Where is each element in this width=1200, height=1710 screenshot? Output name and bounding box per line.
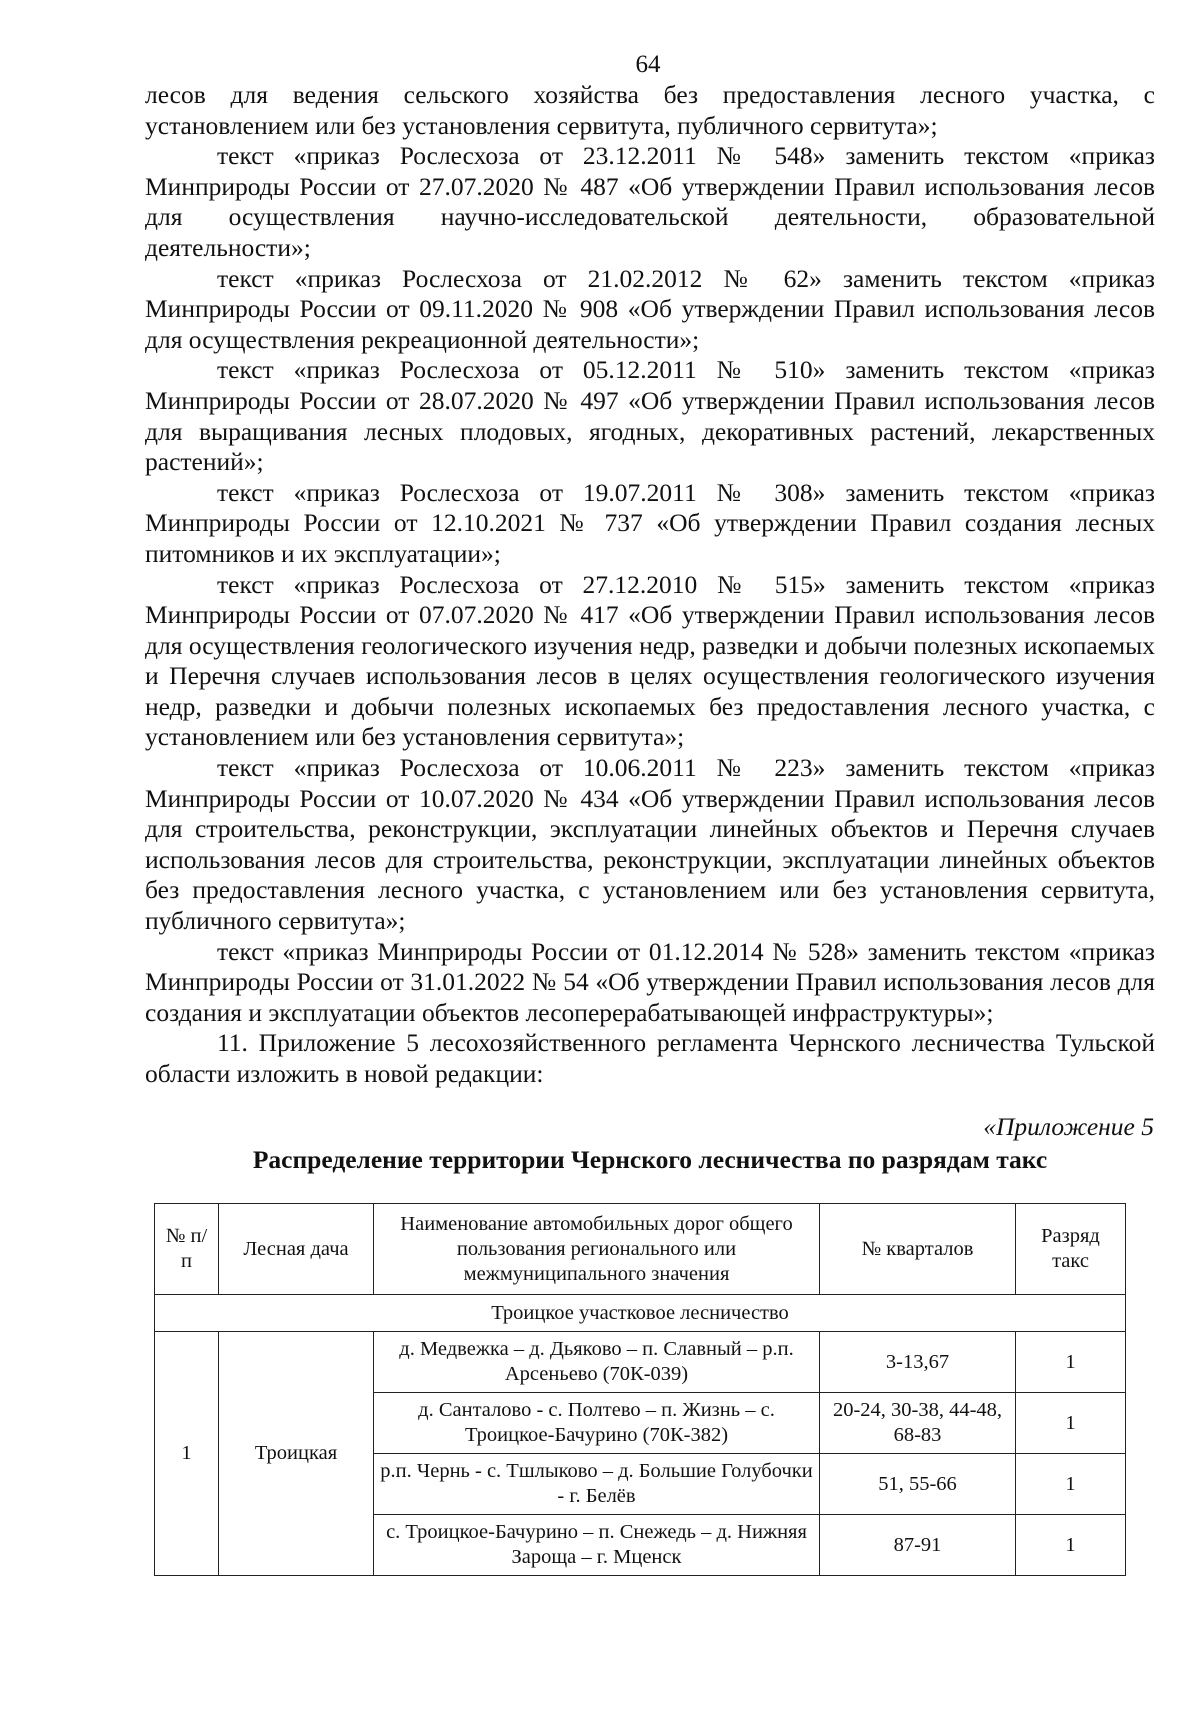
tax-rank-table [154,1203,1126,1576]
cell-quarters: 3-13,67 [820,1332,1016,1393]
header-rank: Разряд такс [1016,1204,1126,1295]
cell-quarters: 51, 55-66 [820,1454,1016,1515]
cell-quarters: 20-24, 30-38, 44-48, 68-83 [820,1393,1016,1454]
paragraph: текст «приказ Рослесхоза от 21.02.2012 № 62» заменить текстом «приказ Минприроды России от 09.11.2020 № 908 «Об утверждении Правил использования лесов для осуществления рекреационной деятельности»; [145,263,1155,354]
header-roads: Наименование автомобильных дорог общего пользования регионального или межмуниципального значения [374,1204,820,1295]
cell-road: д. Санталово - с. Полтево – п. Жизнь – с. Троицкое-Бачурино (70К-382) [374,1393,820,1454]
cell-rank: 1 [1016,1332,1126,1393]
forestry-name: Троицкое участковое лесничество [155,1295,1126,1332]
cell-rank: 1 [1016,1454,1126,1515]
table-row [155,1332,1126,1393]
document-body [145,80,1155,1090]
paragraph: 11. Приложение 5 лесохозяйственного регламента Чернского лесничества Тульской области изложить в новой редакции: [145,1028,1155,1088]
cell-rank: 1 [1016,1515,1126,1576]
cell-road: р.п. Чернь - с. Тшлыково – д. Большие Голубочки - г. Белёв [374,1454,820,1515]
header-num: № п/п [155,1204,219,1295]
forestry-row [155,1295,1126,1332]
paragraph: текст «приказ Рослесхоза от 19.07.2011 № 308» заменить текстом «приказ Минприроды России от 12.10.2021 № 737 «Об утверждении Правил создания лесных питомников и их эксплуатации»; [145,477,1155,568]
cell-dacha: Троицкая [219,1332,374,1576]
paragraph: текст «приказ Рослесхоза от 10.06.2011 № 223» заменить текстом «приказ Минприроды России от 10.07.2020 № 434 «Об утверждении Правил использования лесов для строительства, реконструкции, эксплуатации линейных объектов и Перечня случаев использования лесов для строительства, реконструкции, эксплуатации линейных объектов без предоставления лесного участка, с установлением или без установления сервитута, публичного сервитута»; [145,753,1155,936]
cell-num: 1 [155,1332,219,1576]
paragraph: текст «приказ Рослесхоза от 23.12.2011 № 548» заменить текстом «приказ Минприроды России от 27.07.2020 № 487 «Об утверждении Правил использования лесов для осуществления научно-исследовательской деятельности, образовательной деятельности»; [145,141,1155,262]
cell-road: д. Медвежка – д. Дьяково – п. Славный – р.п. Арсеньево (70К-039) [374,1332,820,1393]
page-number: 64 [635,51,661,78]
header-quarters: № кварталов [820,1204,1016,1295]
cell-road: с. Троицкое-Бачурино – п. Снежедь – д. Нижняя Зароща – г. Мценск [374,1515,820,1576]
paragraph: текст «приказ Минприроды России от 01.12.2014 № 528» заменить текстом «приказ Минприроды России от 31.01.2022 № 54 «Об утверждении Правил использования лесов для создания и эксплуатации объектов лесоперерабатывающей инфраструктуры»; [145,936,1155,1027]
paragraph: текст «приказ Рослесхоза от 05.12.2011 № 510» заменить текстом «приказ Минприроды России от 28.07.2020 № 497 «Об утверждении Правил использования лесов для выращивания лесных плодовых, ягодных, декоративных растений, лекарственных растений»; [145,355,1155,477]
cell-quarters: 87-91 [820,1515,1016,1576]
table-header-row [155,1204,1126,1295]
appendix-label: «Приложение 5 [983,1112,1154,1141]
table-title: Распределение территории Чернского лесничества по разрядам такс [252,1145,1048,1174]
cell-rank: 1 [1016,1393,1126,1454]
paragraph: текст «приказ Рослесхоза от 27.12.2010 № 515» заменить текстом «приказ Минприроды России от 07.07.2020 № 417 «Об утверждении Правил использования лесов для осуществления геологического изучения недр, разведки и добычи полезных ископаемых и Перечня случаев использования лесов в целях осуществления геологического изучения недр, разведки и добычи полезных ископаемых без предоставления лесного участка, с установлением или без установления сервитута»; [145,569,1155,752]
paragraph: лесов для ведения сельского хозяйства без предоставления лесного участка, с установлением или без установления сервитута, публичного сервитута»; [145,80,1155,140]
header-dacha: Лесная дача [219,1204,374,1295]
